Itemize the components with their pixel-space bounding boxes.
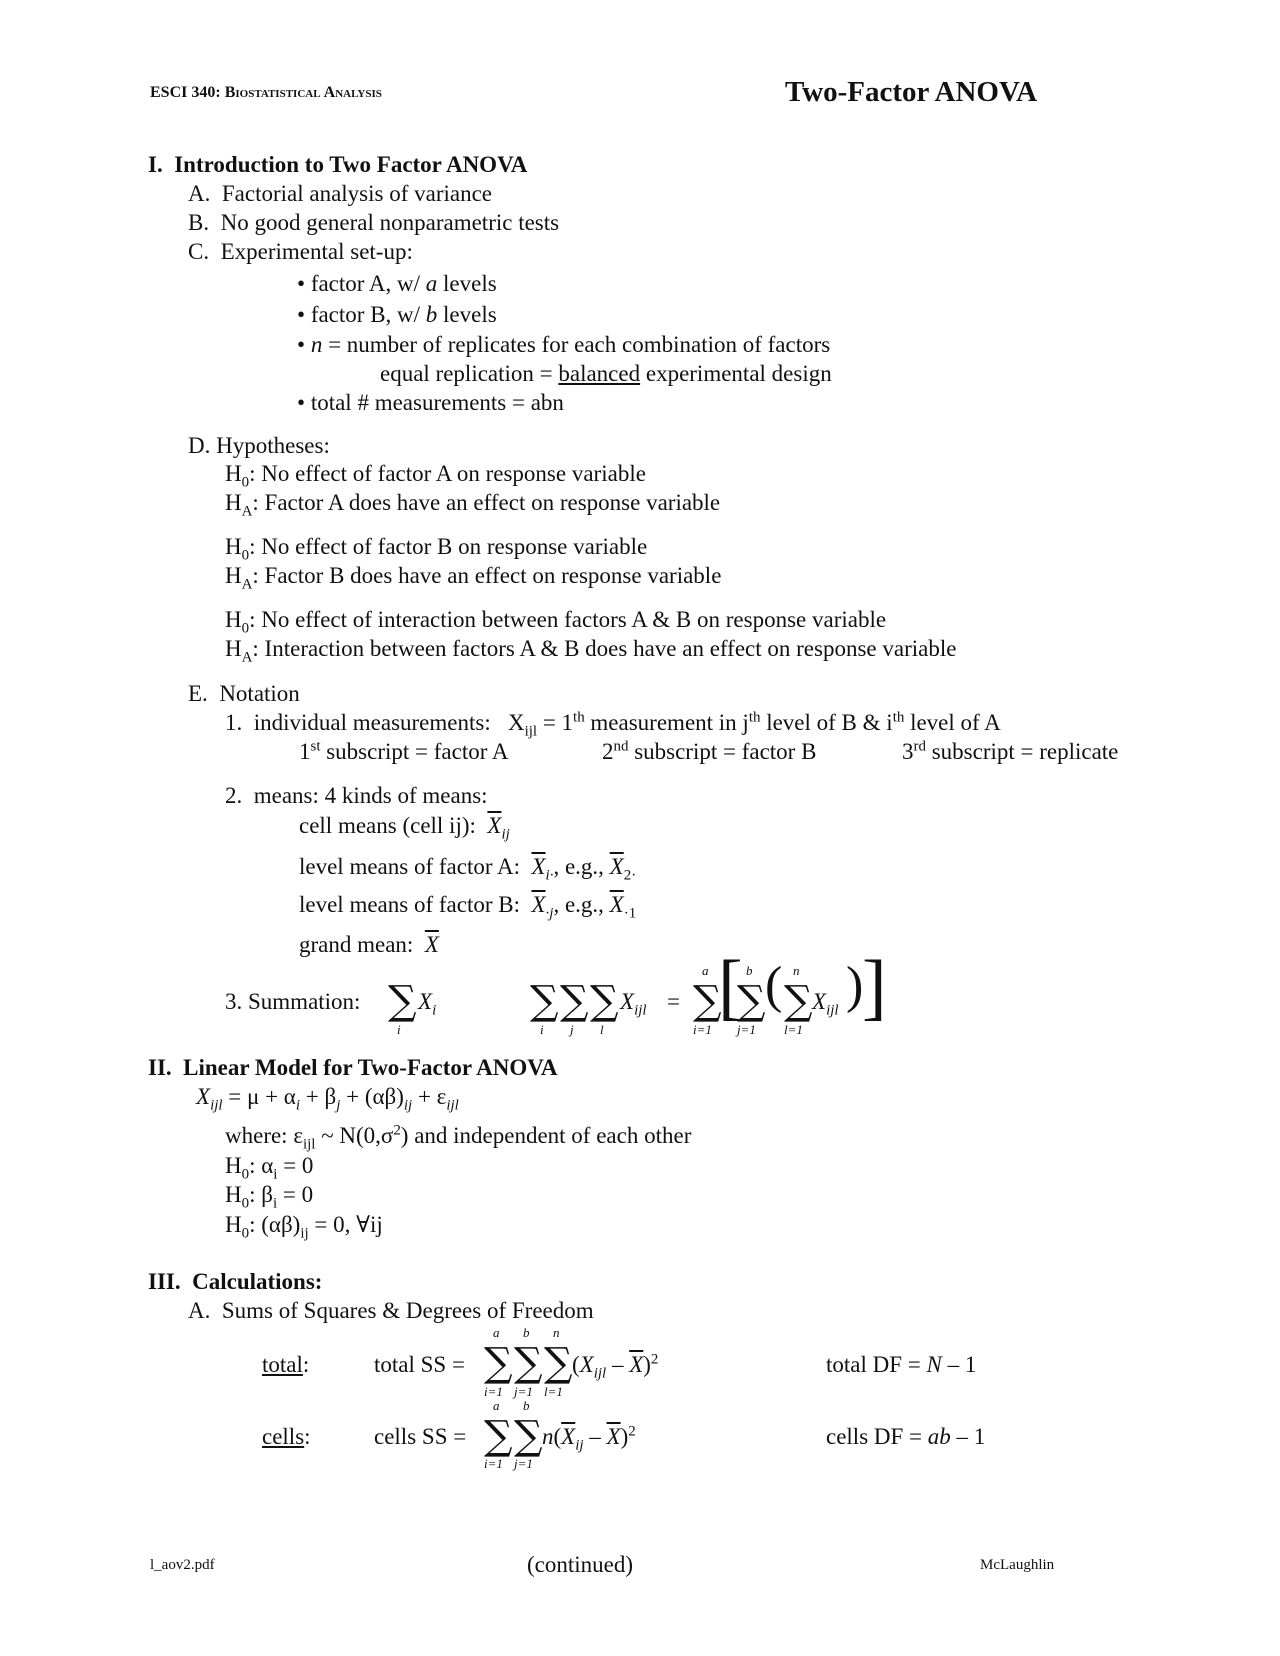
- item-1b: B. No good general nonparametric tests: [188, 210, 560, 235]
- cells-label: cells:: [262, 1424, 311, 1449]
- cells-ss-label: cells SS =: [374, 1424, 467, 1449]
- bullet-icon: •: [297, 271, 306, 296]
- total-label: total:: [262, 1352, 310, 1377]
- item-1a: A. Factorial analysis of variance: [188, 181, 493, 206]
- sigma-icon: ∑: [484, 1340, 513, 1386]
- total-ss-label: total SS =: [374, 1352, 465, 1377]
- page-title: Two-Factor ANOVA: [785, 76, 1038, 108]
- hyp-h0-b: $H_0$: No effect of factor B on response variable: [225, 534, 648, 564]
- level-means-a: level means of factor A: $\overline{X}_{i\cdot}$, e.g., $\overline{X}_{2\cdot}$: [299, 854, 637, 884]
- sigma-icon: ∑: [560, 978, 589, 1024]
- cells-ss-term: $n(\overline{X}_{ij} - \overline{X})^2$: [542, 1423, 636, 1454]
- course-code: ESCI 340:: [150, 84, 221, 101]
- footer-author: McLaughlin: [980, 1557, 1055, 1573]
- footer-file: l_aov2.pdf: [150, 1557, 215, 1573]
- total-df: total DF = N – 1: [826, 1352, 977, 1377]
- sigma-icon: ∑: [514, 1413, 543, 1459]
- section-3-heading: III. Calculations:: [148, 1269, 323, 1294]
- notation-1: 1. individual measurements: $X_{ijl} = 1th$ measurement in $j^{th}$ level of B & $i^{th}$ level of A: [225, 709, 1001, 740]
- hyp-h0-a: $H_0$: No effect of factor A on response variable: [225, 461, 646, 491]
- sum-lower-i: i: [540, 1022, 544, 1037]
- subscript-1: 1st subscript = factor A: [299, 738, 509, 764]
- item-1e: E. Notation: [188, 681, 300, 706]
- error-assumption: where: $\varepsilon_{ijl}$ ~ $N(0,\sigma^2)$ and independent of each other: [225, 1122, 692, 1153]
- hyp-ha-ab: $H_A$: Interaction between factors A & B does have an effect on response variable: [225, 636, 957, 666]
- sum-lower-j: j: [570, 1022, 574, 1037]
- right-bracket-icon: ]: [862, 946, 887, 1028]
- sigma-icon: ∑: [737, 978, 766, 1024]
- sum-upper-b: b: [523, 1325, 530, 1340]
- h0-alpha: $H_0$: $\alpha_i = 0$: [225, 1153, 314, 1183]
- left-bracket-icon: [: [718, 946, 743, 1028]
- bullet-factor-b: • factor B, w/ b levels: [297, 302, 497, 327]
- sum-lower-l1: l=1: [544, 1384, 563, 1399]
- hyp-ha-a: $H_A$: Factor A does have an effect on response variable: [225, 490, 721, 520]
- section-2-heading: II. Linear Model for Two-Factor ANOVA: [148, 1055, 558, 1080]
- sigma-icon: ∑: [590, 978, 619, 1024]
- sum-lower-j1: j=1: [737, 1022, 756, 1037]
- bullet-icon: •: [297, 390, 306, 415]
- sum-upper-b: b: [523, 1398, 530, 1413]
- subscript-3: 3rd subscript = replicate: [902, 738, 1119, 764]
- sum-lower-l1: l=1: [784, 1022, 803, 1037]
- left-paren-icon: (: [765, 957, 783, 1014]
- level-means-b: level means of factor B: $\overline{X}_{\cdot j}$, e.g., $\overline{X}_{\cdot 1}$: [299, 892, 637, 922]
- cells-df: cells DF = ab – 1: [826, 1424, 986, 1449]
- sum-upper-a: a: [493, 1398, 500, 1413]
- sum-lower-j1: j=1: [514, 1456, 533, 1471]
- item-1d: D. Hypotheses:: [188, 433, 330, 458]
- sum-lower-i1: i=1: [484, 1384, 503, 1399]
- grand-mean: grand mean: $\overline{X}$: [299, 932, 439, 957]
- sum-lower-j1: j=1: [514, 1384, 533, 1399]
- bullet-factor-a: • factor A, w/ a levels: [297, 271, 497, 296]
- sum-upper-n: n: [553, 1325, 560, 1340]
- h0-beta: $H_0$: $\beta_i = 0$: [225, 1182, 314, 1212]
- nested-sum-term: $X_{ijl}$: [812, 989, 839, 1019]
- sigma-icon: ∑: [484, 1413, 513, 1459]
- linear-model: $X_{ijl} = \mu + \alpha_i + \beta_j + (\alpha\beta)_{ij} + \varepsilon_{ijl}$: [196, 1084, 459, 1114]
- hyp-h0-ab: $H_0$: No effect of interaction between factors A & B on response variable: [225, 607, 887, 637]
- sigma-icon: ∑: [544, 1340, 573, 1386]
- right-paren-icon: ): [846, 957, 864, 1014]
- cell-means: cell means (cell ij): $\overline{X}_{ij}$: [299, 813, 510, 843]
- sum-upper-a: a: [493, 1325, 500, 1340]
- bullet-total: • total # measurements = abn: [297, 390, 564, 415]
- item-1c: C. Experimental set-up:: [188, 239, 413, 264]
- sigma-icon: ∑: [530, 978, 559, 1024]
- sum-lower-i1: i=1: [693, 1022, 712, 1037]
- item-3a: A. Sums of Squares & Degrees of Freedom: [188, 1298, 594, 1323]
- total-ss-term: $(X_{ijl} - \overline{X})^2$: [572, 1351, 659, 1382]
- notation-3: 3. Summation:: [225, 989, 361, 1014]
- sigma-icon: ∑: [784, 978, 813, 1024]
- triple-sum-term: $X_{ijl}$: [620, 989, 647, 1019]
- hyp-ha-b: $H_A$: Factor B does have an effect on response variable: [225, 563, 722, 593]
- course-name: Biostatistical Analysis: [224, 84, 382, 101]
- subscript-2: 2nd subscript = factor B: [602, 738, 817, 764]
- balanced-design: equal replication = balanced experimental design: [380, 361, 832, 386]
- sum-lower-i: i: [397, 1022, 401, 1037]
- sigma-icon: ∑: [693, 978, 722, 1024]
- sum-upper-a: a: [702, 963, 709, 978]
- h0-interaction: $H_0$: $(\alpha\beta)_{ij} = 0$, ∀ij: [225, 1212, 383, 1242]
- sum-upper-n: n: [793, 963, 800, 978]
- section-1-heading: I. Introduction to Two Factor ANOVA: [148, 152, 528, 177]
- equals-sign: =: [667, 989, 680, 1014]
- sigma-icon: ∑: [388, 978, 417, 1024]
- sum-term: $X_i$: [418, 989, 437, 1019]
- footer-continued: (continued): [527, 1552, 634, 1577]
- sum-upper-b: b: [746, 963, 753, 978]
- bullet-icon: •: [297, 302, 306, 327]
- header-course: [150, 84, 382, 102]
- sum-lower-l: l: [600, 1022, 604, 1037]
- sigma-icon: ∑: [514, 1340, 543, 1386]
- notation-2: 2. means: 4 kinds of means:: [225, 783, 488, 808]
- bullet-replicates: • n = number of replicates for each combination of factors: [297, 332, 831, 357]
- sum-lower-i1: i=1: [484, 1456, 503, 1471]
- bullet-icon: •: [297, 332, 306, 357]
